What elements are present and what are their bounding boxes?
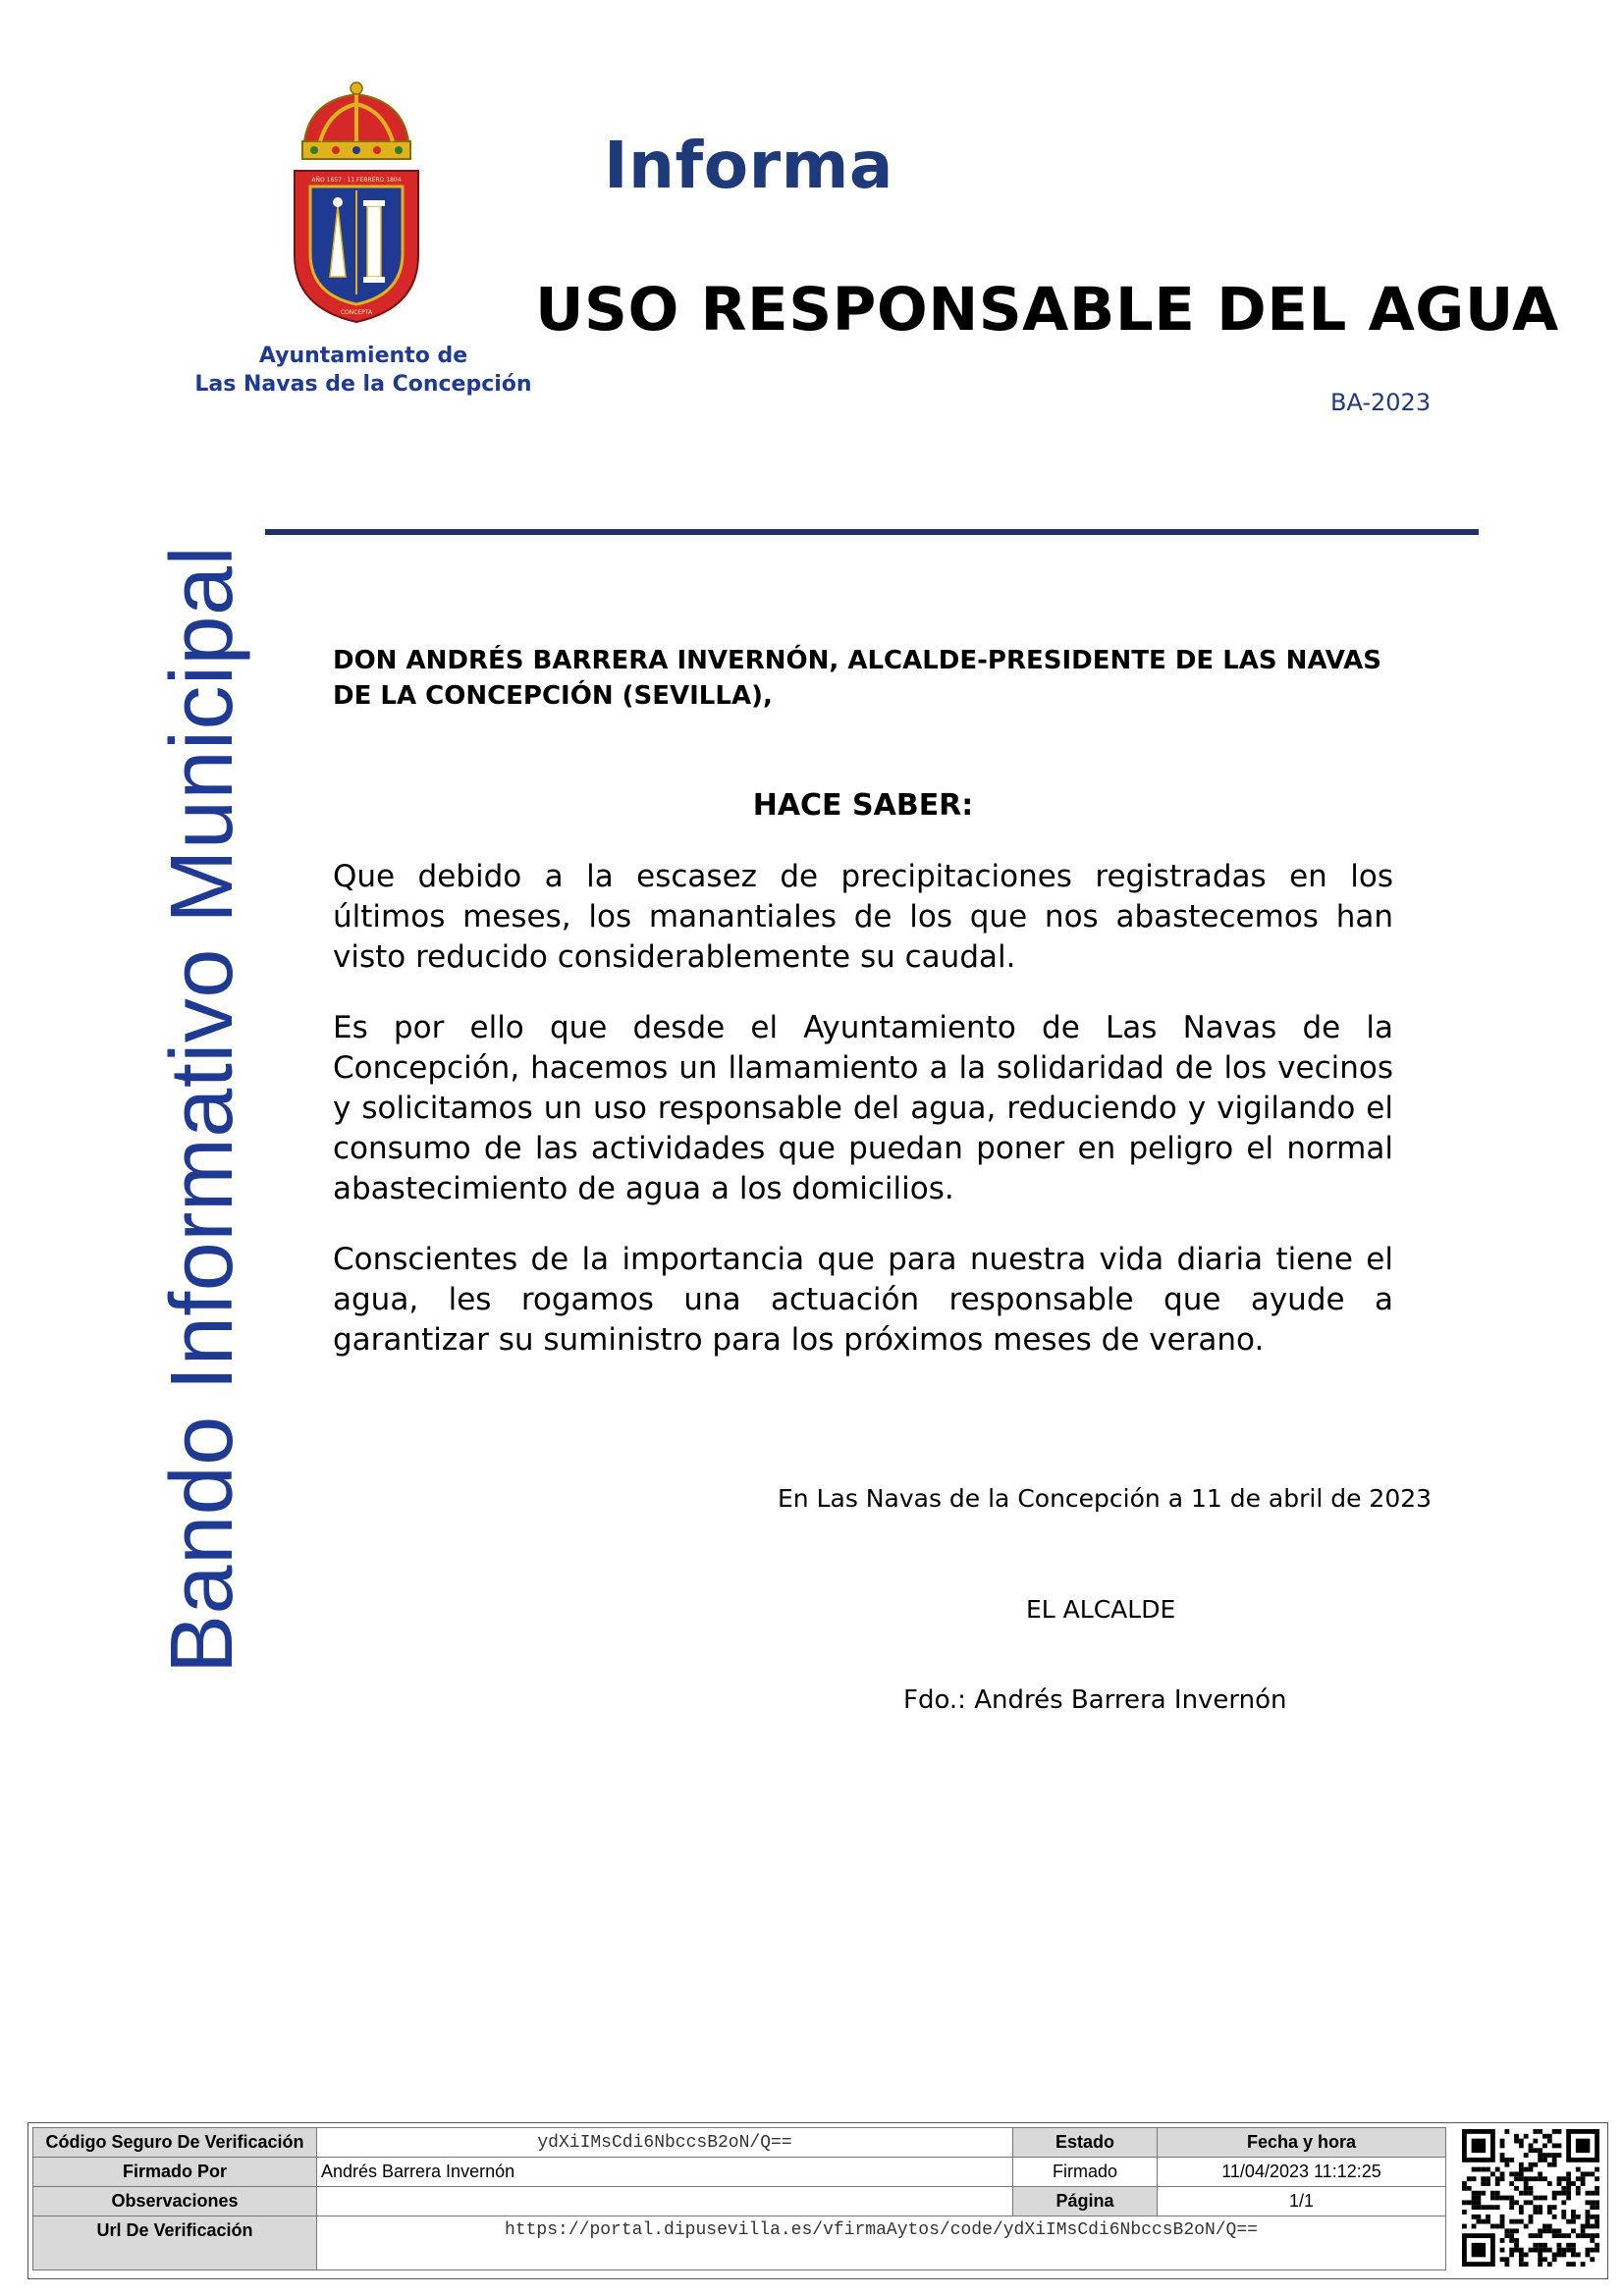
document-title: USO RESPONSABLE DEL AGUA bbox=[535, 275, 1559, 345]
estado-label: Estado bbox=[1013, 2128, 1158, 2158]
paragraph: Que debido a la escasez de precipitaciones registradas en los últimos meses, los manantiales de los que nos abastecemos han visto reducido considerablemente su caudal. bbox=[333, 859, 1393, 975]
signer-name: Fdo.: Andrés Barrera Invernón bbox=[903, 1685, 1287, 1715]
addressee: DON ANDRÉS BARRERA INVERNÓN, ALCALDE-PRESIDENTE DE LAS NAVAS DE LA CONCEPCIÓN (SEVILLA), bbox=[333, 646, 1382, 711]
table-row bbox=[33, 2158, 1446, 2187]
estado-value: Firmado bbox=[1013, 2158, 1158, 2187]
table-row bbox=[33, 2216, 1446, 2270]
crest-ribbon-top: AÑO 1657 · 11 FEBRERO 1804 bbox=[311, 177, 402, 184]
table-row bbox=[33, 2128, 1446, 2158]
firmado-por-value: Andrés Barrera Invernón bbox=[317, 2158, 1013, 2187]
signer-title: EL ALCALDE bbox=[1026, 1595, 1176, 1624]
paragraph: Conscientes de la importancia que para nuestra vida diaria tiene el agua, les rogamos una actuación responsable que ayude a garantizar su suministro para los próximos meses de verano. bbox=[333, 1242, 1393, 1358]
csv-value: ydXiIMsCdi6NbccsB2oN/Q== bbox=[317, 2128, 1013, 2158]
observaciones-label: Observaciones bbox=[33, 2187, 317, 2216]
verification-table bbox=[32, 2127, 1446, 2270]
organization-name bbox=[177, 342, 550, 399]
url-label: Url De Verificación bbox=[33, 2216, 317, 2270]
url-value[interactable]: https://portal.dipusevilla.es/vfirmaAytos/code/ydXiIMsCdi6NbccsB2oN/Q== bbox=[317, 2216, 1446, 2270]
fecha-label: Fecha y hora bbox=[1158, 2128, 1446, 2158]
verification-box bbox=[27, 2122, 1608, 2279]
table-row bbox=[33, 2187, 1446, 2216]
pagina-label: Página bbox=[1013, 2187, 1158, 2216]
pagina-value: 1/1 bbox=[1158, 2187, 1446, 2216]
header-divider bbox=[265, 529, 1479, 535]
fecha-value: 11/04/2023 11:12:25 bbox=[1158, 2158, 1446, 2187]
org-line-1: Ayuntamiento de bbox=[258, 344, 468, 368]
place-date: En Las Navas de la Concepción a 11 de abril de 2023 bbox=[778, 1484, 1433, 1513]
firmado-por-label: Firmado Por bbox=[33, 2158, 317, 2187]
qr-code-icon bbox=[1462, 2129, 1599, 2267]
vertical-side-title: Bando Informativo Municipal bbox=[153, 545, 251, 1674]
observaciones-value bbox=[317, 2187, 1013, 2216]
body-text bbox=[333, 857, 1393, 1391]
informa-heading: Informa bbox=[604, 128, 893, 203]
org-line-2: Las Navas de la Concepción bbox=[194, 372, 532, 397]
announcement-heading: HACE SABER: bbox=[752, 788, 974, 823]
document-code: BA-2023 bbox=[1330, 389, 1432, 416]
paragraph: Es por ello que desde el Ayuntamiento de Las Navas de la Concepción, hacemos un llamamiento a la solidaridad de los vecinos y solicitamos un uso responsable del agua, reduciendo y vigilando el consumo de las actividades que puedan poner en peligro el normal abastecimiento de agua a los domicilios. bbox=[333, 1010, 1393, 1206]
crest-ribbon-bottom: CONCEPTA bbox=[340, 309, 373, 316]
municipal-crest-icon bbox=[291, 80, 422, 326]
csv-label: Código Seguro De Verificación bbox=[33, 2128, 317, 2158]
